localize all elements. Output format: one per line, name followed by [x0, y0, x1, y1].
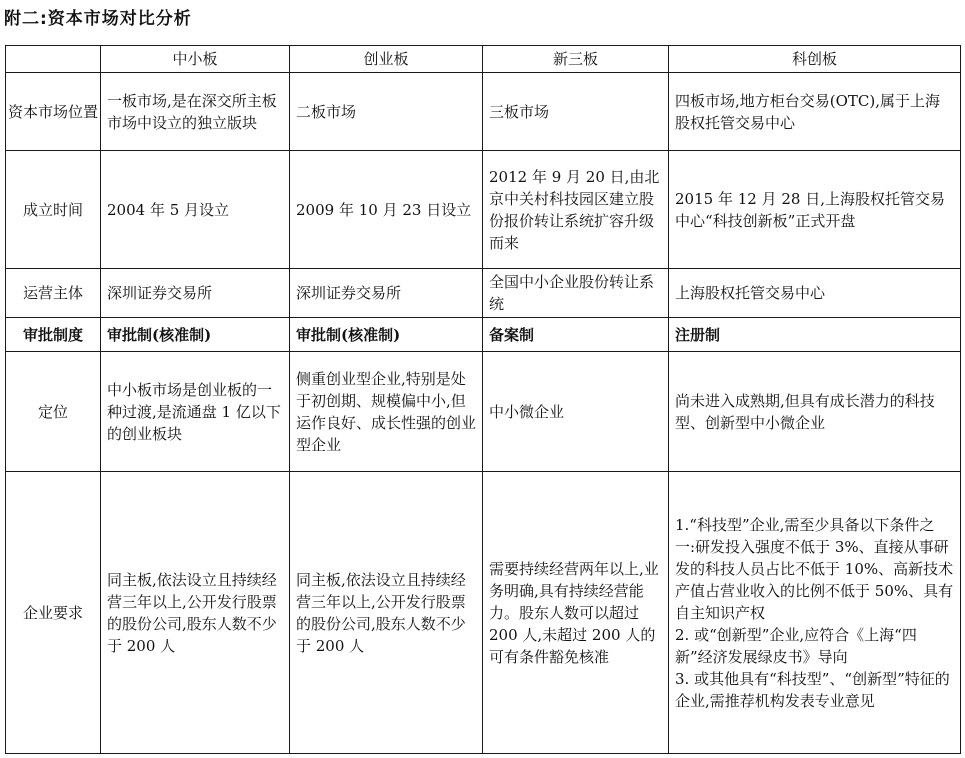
- table-cell: 同主板,依法设立且持续经营三年以上,公开发行股票的股份公司,股东人数不少于 200 人: [290, 472, 483, 754]
- table-cell: 一板市场,是在深交所主板市场中设立的独立版块: [101, 73, 290, 151]
- table-cell: 二板市场: [290, 73, 483, 151]
- table-cell: 全国中小企业股份转让系统: [483, 269, 669, 318]
- table-cell: 侧重创业型企业,特别是处于初创期、规模偏中小,但运作良好、成长性强的创业型企业: [290, 352, 483, 472]
- table-cell: 深圳证券交易所: [101, 269, 290, 318]
- table-cell: 同主板,依法设立且持续经营三年以上,公开发行股票的股份公司,股东人数不少于 200 人: [101, 472, 290, 754]
- table-row: [6, 472, 961, 754]
- table-row: [6, 73, 961, 151]
- table-cell: 深圳证券交易所: [290, 269, 483, 318]
- header-kechuangban: 科创板: [669, 46, 961, 73]
- table-cell: 2015 年 12 月 28 日,上海股权托管交易中心“科技创新板”正式开盘: [669, 151, 961, 269]
- table-row: [6, 151, 961, 269]
- table-row: [6, 352, 961, 472]
- table-cell: 需要持续经营两年以上,业务明确,具有持续经营能力。股东人数可以超过 200 人,未超过 200 人的可有条件豁免核准: [483, 472, 669, 754]
- row-label: 资本市场位置: [6, 73, 101, 151]
- requirement-item: 1.“科技型”企业,需至少具备以下条件之一:研发投入强度不低于 3%、直接从事研发的科技人员占比不低于 10%、高新技术产值占营业收入的比例不低于 50%、具有自主知识产权: [675, 515, 954, 622]
- table-cell: 2012 年 9 月 20 日,由北京中关村科技园区建立股份报价转让系统扩容升级而来: [483, 151, 669, 269]
- row-label: 企业要求: [6, 472, 101, 754]
- table-cell: 中小板市场是创业板的一种过渡,是流通盘 1 亿以下的创业板块: [101, 352, 290, 472]
- table-header-row: [6, 46, 961, 73]
- row-label: 定位: [6, 352, 101, 472]
- row-label: 审批制度: [6, 318, 101, 352]
- table-row: [6, 269, 961, 318]
- table-cell: 审批制(核准制): [101, 318, 290, 352]
- requirement-item: 2. 或“创新型”企业,应符合《上海“四新”经济发展绿皮书》导向: [675, 625, 917, 666]
- row-label: 运营主体: [6, 269, 101, 318]
- requirement-item: 3. 或其他具有“科技型”、“创新型”特征的企业,需推荐机构发表专业意见: [675, 669, 950, 710]
- page-title: 附二:资本市场对比分析: [4, 9, 192, 29]
- header-chuangyeban: 创业板: [290, 46, 483, 73]
- table-cell: 四板市场,地方柜台交易(OTC),属于上海股权托管交易中心: [669, 73, 961, 151]
- table-cell-kechuangban-requirements: [669, 472, 961, 754]
- table-row: [6, 318, 961, 352]
- row-label: 成立时间: [6, 151, 101, 269]
- table-cell: 上海股权托管交易中心: [669, 269, 961, 318]
- header-corner: [6, 46, 101, 73]
- table-cell: 中小微企业: [483, 352, 669, 472]
- table-cell: 2009 年 10 月 23 日设立: [290, 151, 483, 269]
- table-cell: 注册制: [669, 318, 961, 352]
- table-cell: 三板市场: [483, 73, 669, 151]
- header-xinsanban: 新三板: [483, 46, 669, 73]
- header-zhongxiaoban: 中小板: [101, 46, 290, 73]
- table-cell: 尚未进入成熟期,但具有成长潜力的科技型、创新型中小微企业: [669, 352, 961, 472]
- table-cell: 备案制: [483, 318, 669, 352]
- comparison-table: [5, 45, 961, 754]
- table-cell: 审批制(核准制): [290, 318, 483, 352]
- table-cell: 2004 年 5 月设立: [101, 151, 290, 269]
